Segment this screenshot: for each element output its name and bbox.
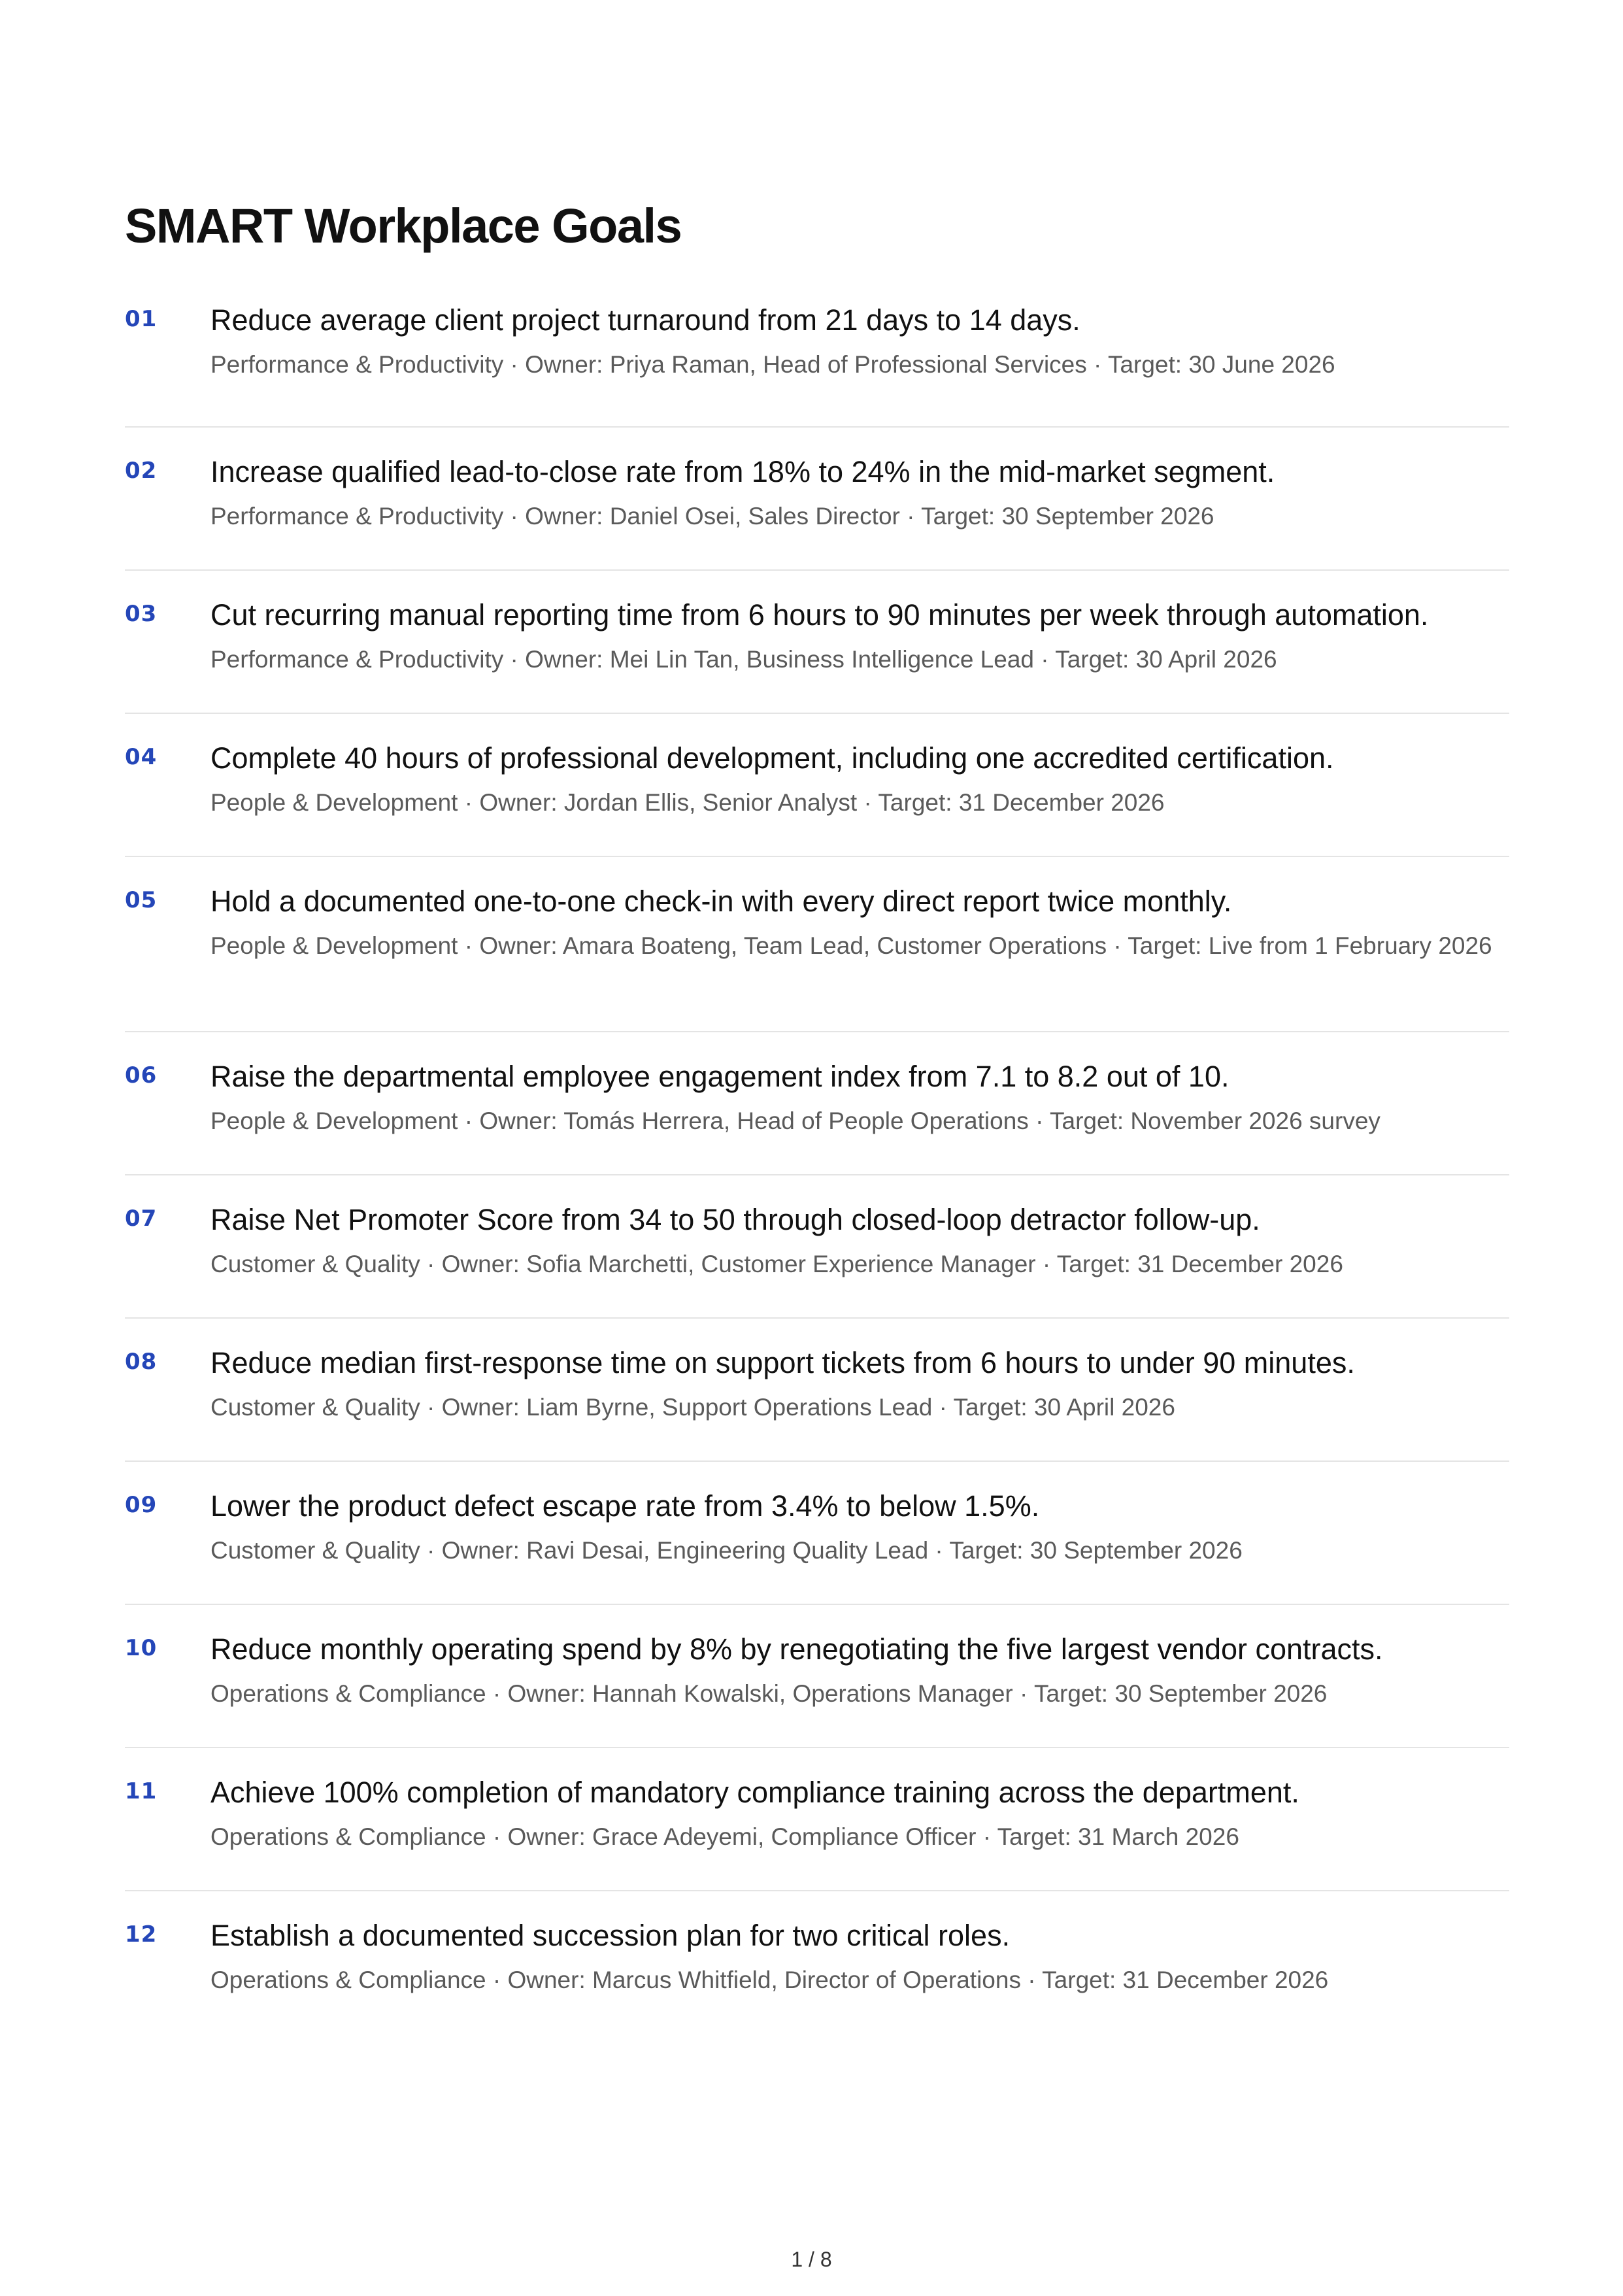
goal-meta: Operations & Compliance · Owner: Marcus Whitfield, Director of Operations · Target: 31 December 2026 bbox=[210, 1967, 1329, 1993]
goal-meta: Performance & Productivity · Owner: Mei Lin Tan, Business Intelligence Lead · Target: 30 April 2026 bbox=[210, 646, 1277, 673]
goal-item bbox=[125, 1032, 1509, 1175]
goal-item bbox=[125, 857, 1509, 1032]
goal-meta: Customer & Quality · Owner: Liam Byrne, Support Operations Lead · Target: 30 April 2026 bbox=[210, 1394, 1175, 1421]
goal-meta: Operations & Compliance · Owner: Hannah Kowalski, Operations Manager · Target: 30 September 2026 bbox=[210, 1680, 1328, 1707]
goal-number: 09 bbox=[125, 1492, 158, 1518]
goal-text: Reduce median first-response time on support tickets from 6 hours to under 90 minutes. bbox=[210, 1346, 1355, 1379]
goal-number: 05 bbox=[125, 887, 158, 913]
goal-number: 11 bbox=[125, 1778, 158, 1804]
goal-item bbox=[125, 428, 1509, 571]
goal-number: 10 bbox=[125, 1635, 158, 1661]
goal-number: 01 bbox=[125, 306, 158, 332]
goal-text: Reduce average client project turnaround from 21 days to 14 days. bbox=[210, 303, 1080, 337]
goal-meta: Customer & Quality · Owner: Ravi Desai, Engineering Quality Lead · Target: 30 September 2026 bbox=[210, 1537, 1243, 1564]
goal-item bbox=[125, 1605, 1509, 1748]
goal-meta: Operations & Compliance · Owner: Grace Adeyemi, Compliance Officer · Target: 31 March 2026 bbox=[210, 1823, 1239, 1850]
goal-text: Hold a documented one-to-one check-in with every direct report twice monthly. bbox=[210, 885, 1232, 918]
goal-meta: People & Development · Owner: Tomás Herrera, Head of People Operations · Target: November 2026 survey bbox=[210, 1107, 1380, 1134]
goal-text: Complete 40 hours of professional development, including one accredited certification. bbox=[210, 741, 1334, 775]
goal-text: Cut recurring manual reporting time from 6 hours to 90 minutes per week through automation. bbox=[210, 598, 1429, 632]
goal-number: 12 bbox=[125, 1921, 158, 1948]
goal-meta: Performance & Productivity · Owner: Daniel Osei, Sales Director · Target: 30 September 2026 bbox=[210, 503, 1214, 530]
goal-item bbox=[125, 288, 1509, 428]
goal-text: Raise Net Promoter Score from 34 to 50 through closed-loop detractor follow-up. bbox=[210, 1203, 1260, 1236]
goal-item bbox=[125, 1319, 1509, 1462]
goal-meta: Performance & Productivity · Owner: Priya Raman, Head of Professional Services · Target: 30 June 2026 bbox=[210, 351, 1335, 378]
goal-text: Achieve 100% completion of mandatory compliance training across the department. bbox=[210, 1776, 1299, 1809]
goal-item bbox=[125, 714, 1509, 857]
goal-number: 02 bbox=[125, 458, 158, 484]
goal-number: 08 bbox=[125, 1349, 158, 1375]
goal-number: 07 bbox=[125, 1206, 158, 1232]
goal-meta: People & Development · Owner: Jordan Ellis, Senior Analyst · Target: 31 December 2026 bbox=[210, 789, 1165, 816]
goal-text: Raise the departmental employee engagement index from 7.1 to 8.2 out of 10. bbox=[210, 1060, 1230, 1093]
goal-item bbox=[125, 571, 1509, 714]
goal-meta: People & Development · Owner: Amara Boateng, Team Lead, Customer Operations · Target: Live from 1 February 2026 bbox=[210, 932, 1492, 959]
goal-item bbox=[125, 1748, 1509, 1891]
goal-meta: Customer & Quality · Owner: Sofia Marchetti, Customer Experience Manager · Target: 31 December 2026 bbox=[210, 1251, 1343, 1277]
page-title: SMART Workplace Goals bbox=[125, 199, 682, 253]
goal-number: 06 bbox=[125, 1062, 158, 1089]
goal-text: Reduce monthly operating spend by 8% by renegotiating the five largest vendor contracts. bbox=[210, 1632, 1383, 1666]
goal-list bbox=[125, 288, 1509, 2033]
goal-text: Increase qualified lead-to-close rate from 18% to 24% in the mid-market segment. bbox=[210, 455, 1275, 488]
goal-number: 04 bbox=[125, 744, 158, 770]
page-indicator: 1 / 8 bbox=[791, 2248, 832, 2271]
goal-item bbox=[125, 1175, 1509, 1319]
goal-number: 03 bbox=[125, 601, 158, 627]
goal-item bbox=[125, 1462, 1509, 1605]
goal-text: Lower the product defect escape rate from 3.4% to below 1.5%. bbox=[210, 1489, 1040, 1523]
goal-item bbox=[125, 1891, 1509, 2033]
goal-text: Establish a documented succession plan for two critical roles. bbox=[210, 1919, 1011, 1952]
